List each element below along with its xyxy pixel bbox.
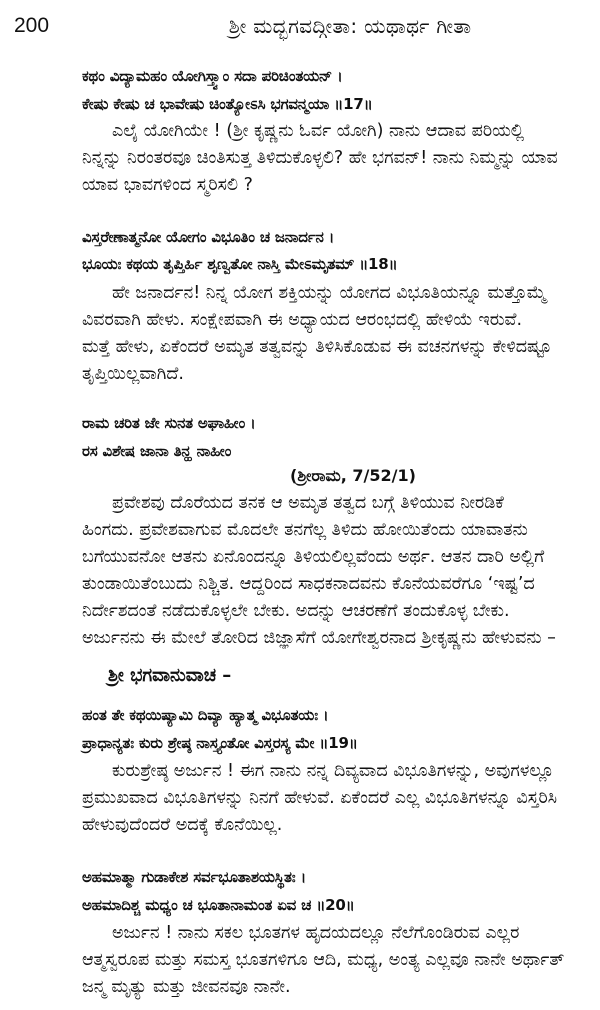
verse-18-line-1: ವಿಸ್ತರೇಣಾತ್ಮನೋ ಯೋಗಂ ವಿಭೂತಿಂ ಚ ಜನಾರ್ದನ । (82, 228, 335, 246)
verse-17-line-1: ಕಥಂ ವಿದ್ಯಾಮಹಂ ಯೋಗಿಸ್ತ್ವಾಂ ಸದಾ ಪರಿಚಿಂತಯನ್ । (82, 67, 343, 85)
verse-18-line-2: ಭೂಯಃ ಕಥಯ ತೃಪ್ತಿರ್ಹಿ ಶೃಣ್ವತೋ ನಾಸ್ತಿ ಮೇಽಮೃತಮ್ ॥18॥ (82, 255, 398, 273)
paragraph-line: ಪ್ರಮುಖವಾದ ವಿಭೂತಿಗಳನ್ನು ನಿನಗೆ ಹೇಳುವೆ. ಏಕೆಂದರೆ ಎಲ್ಲ ವಿಭೂತಿಗಳನ್ನೂ ವಿಸ್ತರಿಸಿ (82, 788, 558, 808)
verse-19-line-2: ಪ್ರಾಧಾನ್ಯತಃ ಕುರು ಶ್ರೇಷ್ಠ ನಾಸ್ತ್ಯಂತೋ ವಿಸ್ತರಸ್ಯ ಮೇ ॥19॥ (82, 734, 358, 752)
paragraph-line: ಹೇ ಜನಾರ್ದನ! ನಿನ್ನ ಯೋಗ ಶಕ್ತಿಯನ್ನು ಯೋಗದ ವಿಭೂತಿಯನ್ನೂ ಮತ್ತೊಮ್ಮೆ (112, 283, 547, 303)
paragraph-line: ನಿರ್ದೇಶದಂತೆ ನಡೆದುಕೊಳ್ಳಲೇ ಬೇಕು. ಅದನ್ನು ಆಚರಣೆಗೆ ತಂದುಕೊಳ್ಳ ಬೇಕು. (82, 601, 510, 621)
paragraph-line: ನಿನ್ನನ್ನು ನಿರಂತರವೂ ಚಿಂತಿಸುತ್ತ ತಿಳಿದುಕೊಳ್ಳಲಿ? ಹೇ ಭಗವನ್! ನಾನು ನಿಮ್ಮನ್ನು ಯಾವ (82, 148, 558, 168)
quote-reference: (ಶ್ರೀರಾಮ, 7/52/1) (290, 466, 416, 485)
paragraph-line: ಮತ್ತೆ ಹೇಳು, ಏಕೆಂದರೆ ಅಮೃತ ತತ್ವವನ್ನು ತಿಳಿಸಿಕೊಡುವ ಈ ವಚನಗಳನ್ನು ಕೇಳಿದಷ್ಟೂ (82, 337, 552, 357)
paragraph-line: ವಿವರವಾಗಿ ಹೇಳು. ಸಂಕ್ಷೇಪವಾಗಿ ಈ ಅಧ್ಯಾಯದ ಆರಂಭದಲ್ಲಿ ಹೇಳಿಯೆ ಇರುವೆ. (82, 310, 523, 330)
paragraph-19 (82, 758, 582, 839)
paragraph-line: ಎಲೈ ಯೋಗಿಯೇ ! (ಶ್ರೀ ಕೃಷ್ಣನು ಓರ್ವ ಯೋಗಿ) ನಾನು ಆದಾವ ಪರಿಯಲ್ಲಿ (112, 121, 525, 141)
section-heading: ಶ್ರೀ ಭಗವಾನುವಾಚ – (108, 665, 232, 686)
page-number: 200 (14, 14, 50, 37)
verse-20-line-1: ಅಹಮಾತ್ಮಾ ಗುಡಾಕೇಶ ಸರ್ವಭೂತಾಶಯಸ್ಥಿತಃ । (82, 868, 306, 886)
verse-20-line-2: ಅಹಮಾದಿಶ್ಚ ಮಧ್ಯಂ ಚ ಭೂತಾನಾಮಂತ ಏವ ಚ ॥20॥ (82, 896, 355, 914)
quote-line-1: ರಾಮ ಚರಿತ ಜೇ ಸುನತ ಅಘಾಹೀಂ । (82, 414, 256, 432)
paragraph-line: ಹೇಳುವುದೆಂದರೆ ಅದಕ್ಕೆ ಕೊನೆಯಿಲ್ಲ. (82, 815, 283, 835)
paragraph-line: ಬಗೆಯುವನೋ ಆತನು ಏನೊಂದನ್ನೂ ತಿಳಿಯಲಿಲ್ಲವೆಂದು ಅರ್ಥ. ಆತನ ದಾರಿ ಅಲ್ಲಿಗೆ (82, 547, 545, 567)
quote-line-2: ರಸ ವಿಶೇಷ ಜಾನಾ ತಿನ್ಹ ನಾಹೀಂ (82, 442, 232, 460)
verse-17-line-2: ಕೇಷು ಕೇಷು ಚ ಭಾವೇಷು ಚಿಂತ್ಯೋಽಸಿ ಭಗವನ್ಮಯಾ ॥17॥ (82, 95, 373, 113)
paragraph-line: ತುಂಡಾಯಿತೆಂಬುದು ನಿಶ್ಚಿತ. ಆದ್ದರಿಂದ ಸಾಧಕನಾದವನು ಕೊನೆಯವರೆಗೂ ‘ಇಷ್ಟ’ದ (82, 574, 535, 594)
paragraph-20 (82, 920, 582, 1001)
paragraph-17 (82, 118, 582, 199)
page-header (0, 10, 600, 44)
paragraph-line: ಅರ್ಜುನ ! ನಾನು ಸಕಲ ಭೂತಗಳ ಹೃದಯದಲ್ಲೂ ನೆಲೆಗೊಂಡಿರುವ ಎಲ್ಲರ (112, 923, 520, 943)
verse-19-line-1: ಹಂತ ತೇ ಕಥಯಿಷ್ಯಾಮಿ ದಿವ್ಯಾ ಹ್ಯಾತ್ಮ ವಿಭೂತಯಃ । (82, 706, 329, 724)
paragraph-line: ತೃಪ್ತಿಯಿಲ್ಲವಾಗಿದೆ. (82, 364, 184, 384)
paragraph-line: ಪ್ರವೇಶವು ದೊರೆಯದ ತನಕ ಆ ಅಮೃತ ತತ್ವದ ಬಗ್ಗೆ ತಿಳಿಯುವ ನೀರಡಿಕೆ (112, 493, 504, 513)
paragraph-18 (82, 280, 582, 388)
paragraph-line: ಹಿಂಗದು. ಪ್ರವೇಶವಾಗುವ ಮೊದಲೇ ತನಗೆಲ್ಲ ತಿಳಿದು ಹೋಯಿತೆಂದು ಯಾವಾತನು (82, 520, 528, 540)
paragraph-line: ಯಾವ ಭಾವಗಳಿಂದ ಸ್ಮರಿಸಲಿ ? (82, 175, 253, 195)
paragraph-line: ಜನ್ಮ ಮೃತ್ಯು ಮತ್ತು ಜೀವನವೂ ನಾನೇ. (82, 977, 291, 997)
paragraph-line: ಆತ್ಮಸ್ವರೂಪ ಮತ್ತು ಸಮಸ್ತ ಭೂತಗಳಿಗೂ ಆದಿ, ಮಧ್ಯ, ಅಂತ್ಯ ಎಲ್ಲವೂ ನಾನೇ ಅರ್ಥಾತ್ (82, 950, 565, 970)
running-title: ಶ್ರೀ ಮದ್ಭಗವದ್ಗೀತಾ: ಯಥಾರ್ಥ ಗೀತಾ (228, 14, 472, 38)
paragraph-quote-commentary (82, 490, 582, 652)
paragraph-line: ಕುರುಶ್ರೇಷ್ಠ ಅರ್ಜುನ ! ಈಗ ನಾನು ನನ್ನ ದಿವ್ಯವಾದ ವಿಭೂತಿಗಳನ್ನು, ಅವುಗಳಲ್ಲೂ (112, 761, 554, 781)
paragraph-line: ಅರ್ಜುನನು ಈ ಮೇಲೆ ತೋರಿದ ಜಿಜ್ಞಾಸೆಗೆ ಯೋಗೇಶ್ವರನಾದ ಶ್ರೀಕೃಷ್ಣನು ಹೇಳುವನು – (82, 628, 556, 648)
